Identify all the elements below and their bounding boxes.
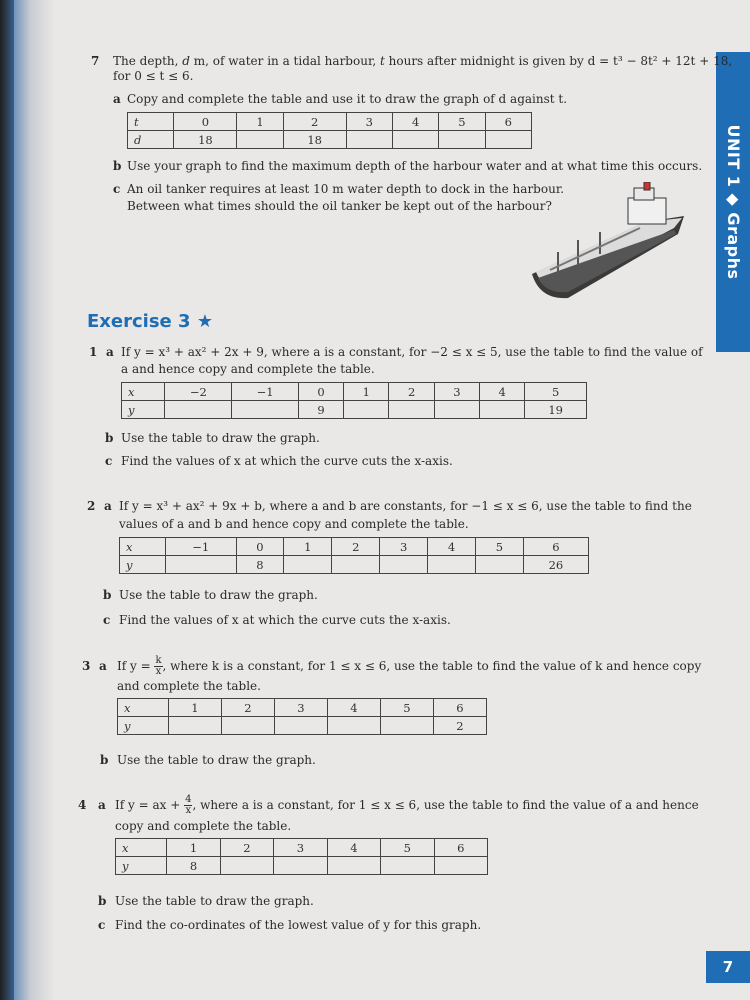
table-cell: 5 — [380, 699, 433, 717]
q1b-label: b — [105, 431, 114, 445]
table-cell — [346, 131, 392, 149]
table-header-cell: y — [120, 556, 166, 574]
unit-side-tab — [716, 52, 750, 352]
table-header-cell: y — [116, 857, 167, 875]
q2c-text: Find the values of x at which the curve cuts the x-axis. — [119, 613, 451, 627]
q4c-text: Find the co-ordinates of the lowest value of y for this graph. — [115, 918, 482, 932]
table-cell: 1 — [168, 699, 221, 717]
table-cell — [284, 556, 332, 574]
table-cell: 6 — [433, 699, 486, 717]
table-row — [116, 839, 488, 857]
table-row — [120, 538, 589, 556]
q3b-text: Use the table to draw the graph. — [117, 753, 316, 767]
table-cell: 5 — [525, 383, 587, 401]
table-cell: 4 — [392, 113, 438, 131]
star-icon: ★ — [196, 311, 213, 332]
table-header-cell: x — [118, 699, 169, 717]
q7b-label: b — [113, 159, 122, 173]
q3a-line1: If y = $\frac{k}{x}$ , where k is a constant, for 1 ≤ x ≤ 6, use the table to find the value of k and hence copy — [117, 655, 702, 677]
table-header-cell: t — [128, 113, 174, 131]
table-cell: 4 — [327, 839, 380, 857]
table-cell: 6 — [485, 113, 531, 131]
table-cell: 0 — [298, 383, 343, 401]
table-header-cell: y — [118, 717, 169, 735]
table-cell: 8 — [167, 857, 220, 875]
table-cell — [381, 857, 434, 875]
table-cell: 4 — [428, 538, 476, 556]
q7b-text: Use your graph to find the maximum depth of the harbour water and at what time this occurs. — [127, 159, 703, 173]
table-cell — [389, 401, 434, 419]
table-cell: 8 — [236, 556, 284, 574]
table-row — [120, 556, 589, 574]
table-cell: 0 — [236, 538, 284, 556]
table-cell: 2 — [221, 699, 274, 717]
q1c-text: Find the values of x at which the curve cuts the x-axis. — [121, 454, 453, 468]
table-cell: 2 — [433, 717, 486, 735]
table-cell — [274, 717, 327, 735]
table-cell: 3 — [380, 538, 428, 556]
q3-fraction: $\frac{k}{x}$ — [155, 655, 162, 677]
q7a-label: a — [113, 92, 121, 106]
table-cell: 2 — [283, 113, 346, 131]
table-row — [118, 717, 487, 735]
table-cell: 26 — [523, 556, 588, 574]
table-cell — [168, 717, 221, 735]
table-cell — [327, 857, 380, 875]
table-cell — [220, 857, 273, 875]
table-row — [122, 383, 587, 401]
table-cell — [392, 131, 438, 149]
q7c-label: c — [113, 182, 121, 196]
q1c-label: c — [105, 454, 113, 468]
q2c-label: c — [103, 613, 111, 627]
q2a-label: a — [104, 499, 112, 513]
q4c-label: c — [98, 918, 106, 932]
q1-table — [121, 382, 587, 419]
table-cell — [380, 556, 428, 574]
table-cell: 5 — [381, 839, 434, 857]
q1b-text: Use the table to draw the graph. — [121, 431, 320, 445]
table-cell: 1 — [167, 839, 220, 857]
table-cell: 1 — [344, 383, 389, 401]
exercise-title: Exercise 3 ★ — [87, 311, 213, 332]
table-cell: 9 — [298, 401, 343, 419]
q2-table — [119, 537, 589, 574]
table-cell: 5 — [439, 113, 485, 131]
table-cell: 0 — [174, 113, 237, 131]
q4-number: 4 — [78, 798, 87, 812]
q7a-text: Copy and complete the table and use it to draw the graph of d against t. — [127, 92, 568, 106]
table-header-cell: y — [122, 401, 165, 419]
table-cell: 19 — [525, 401, 587, 419]
table-cell — [221, 717, 274, 735]
q3a-line2: and complete the table. — [117, 679, 261, 693]
table-cell — [344, 401, 389, 419]
table-cell: −2 — [165, 383, 232, 401]
q7-table — [127, 112, 532, 149]
table-cell — [232, 401, 299, 419]
table-cell: 18 — [283, 131, 346, 149]
table-cell — [434, 857, 487, 875]
page-number: 7 — [706, 951, 750, 983]
q2b-label: b — [103, 588, 112, 602]
q3-number: 3 — [82, 659, 91, 673]
table-cell: 3 — [274, 699, 327, 717]
table-cell: −1 — [232, 383, 299, 401]
q2a-line1: If y = x³ + ax² + 9x + b, where a and b are constants, for −1 ≤ x ≤ 6, use the table to find the — [119, 499, 692, 513]
table-cell — [237, 131, 283, 149]
table-cell: 2 — [220, 839, 273, 857]
table-cell: 18 — [174, 131, 237, 149]
q7c-text-1: An oil tanker requires at least 10 m water depth to dock in the harbour. — [127, 182, 565, 196]
table-row — [116, 857, 488, 875]
table-row — [118, 699, 487, 717]
table-header-cell: x — [116, 839, 167, 857]
q1a-line1: If y = x³ + ax² + 2x + 9, where a is a constant, for −2 ≤ x ≤ 5, use the table to find the value of — [121, 345, 703, 359]
table-row — [122, 401, 587, 419]
table-cell — [380, 717, 433, 735]
table-cell: 5 — [475, 538, 523, 556]
table-cell — [274, 857, 327, 875]
table-cell — [332, 556, 380, 574]
page-binding-edge — [0, 0, 14, 1000]
q7-domain: for 0 ≤ t ≤ 6. — [113, 69, 194, 83]
table-cell — [165, 401, 232, 419]
q3a-label: a — [99, 659, 107, 673]
table-cell: 3 — [346, 113, 392, 131]
unit-tab-label: UNIT 1 ◆ Graphs — [724, 124, 743, 280]
table-cell: 4 — [480, 383, 525, 401]
table-cell — [428, 556, 476, 574]
q4a-line1: If y = ax + $\frac{4}{x}$ , where a is a constant, for 1 ≤ x ≤ 6, use the table to find the value of a and hence — [115, 794, 699, 816]
table-cell: 3 — [274, 839, 327, 857]
q4-table — [115, 838, 488, 875]
table-cell — [327, 717, 380, 735]
q7c-text-2: Between what times should the oil tanker be kept out of the harbour? — [127, 199, 552, 213]
q2-number: 2 — [87, 499, 96, 513]
table-header-cell: d — [128, 131, 174, 149]
table-row — [128, 113, 532, 131]
table-cell: 1 — [284, 538, 332, 556]
q1-number: 1 — [89, 345, 98, 359]
table-cell — [165, 556, 236, 574]
table-cell: 2 — [332, 538, 380, 556]
table-cell: 1 — [237, 113, 283, 131]
q4a-label: a — [98, 798, 106, 812]
q1a-line2: a and hence copy and complete the table. — [121, 362, 375, 376]
q4a-line2: copy and complete the table. — [115, 819, 292, 833]
table-cell — [480, 401, 525, 419]
table-cell: 4 — [327, 699, 380, 717]
table-cell — [434, 401, 479, 419]
table-cell: 2 — [389, 383, 434, 401]
q2b-text: Use the table to draw the graph. — [119, 588, 318, 602]
q4-fraction: $\frac{4}{x}$ — [185, 794, 192, 816]
q4b-label: b — [98, 894, 107, 908]
q1a-label: a — [106, 345, 114, 359]
q2a-line2: values of a and b and hence copy and complete the table. — [119, 517, 469, 531]
table-cell: 3 — [434, 383, 479, 401]
table-header-cell: x — [120, 538, 166, 556]
oil-tanker-illustration — [528, 182, 688, 304]
table-row — [128, 131, 532, 149]
q7-stem: The depth, d m, of water in a tidal harbour, t hours after midnight is given by d = t³ − 8t² + 12t + 18, — [113, 54, 733, 68]
table-cell — [439, 131, 485, 149]
table-cell: 6 — [434, 839, 487, 857]
q3-table — [117, 698, 487, 735]
table-cell — [485, 131, 531, 149]
q3b-label: b — [100, 753, 109, 767]
q4b-text: Use the table to draw the graph. — [115, 894, 314, 908]
table-header-cell: x — [122, 383, 165, 401]
table-cell: −1 — [165, 538, 236, 556]
q7-number: 7 — [91, 54, 100, 68]
table-cell: 6 — [523, 538, 588, 556]
table-cell — [475, 556, 523, 574]
